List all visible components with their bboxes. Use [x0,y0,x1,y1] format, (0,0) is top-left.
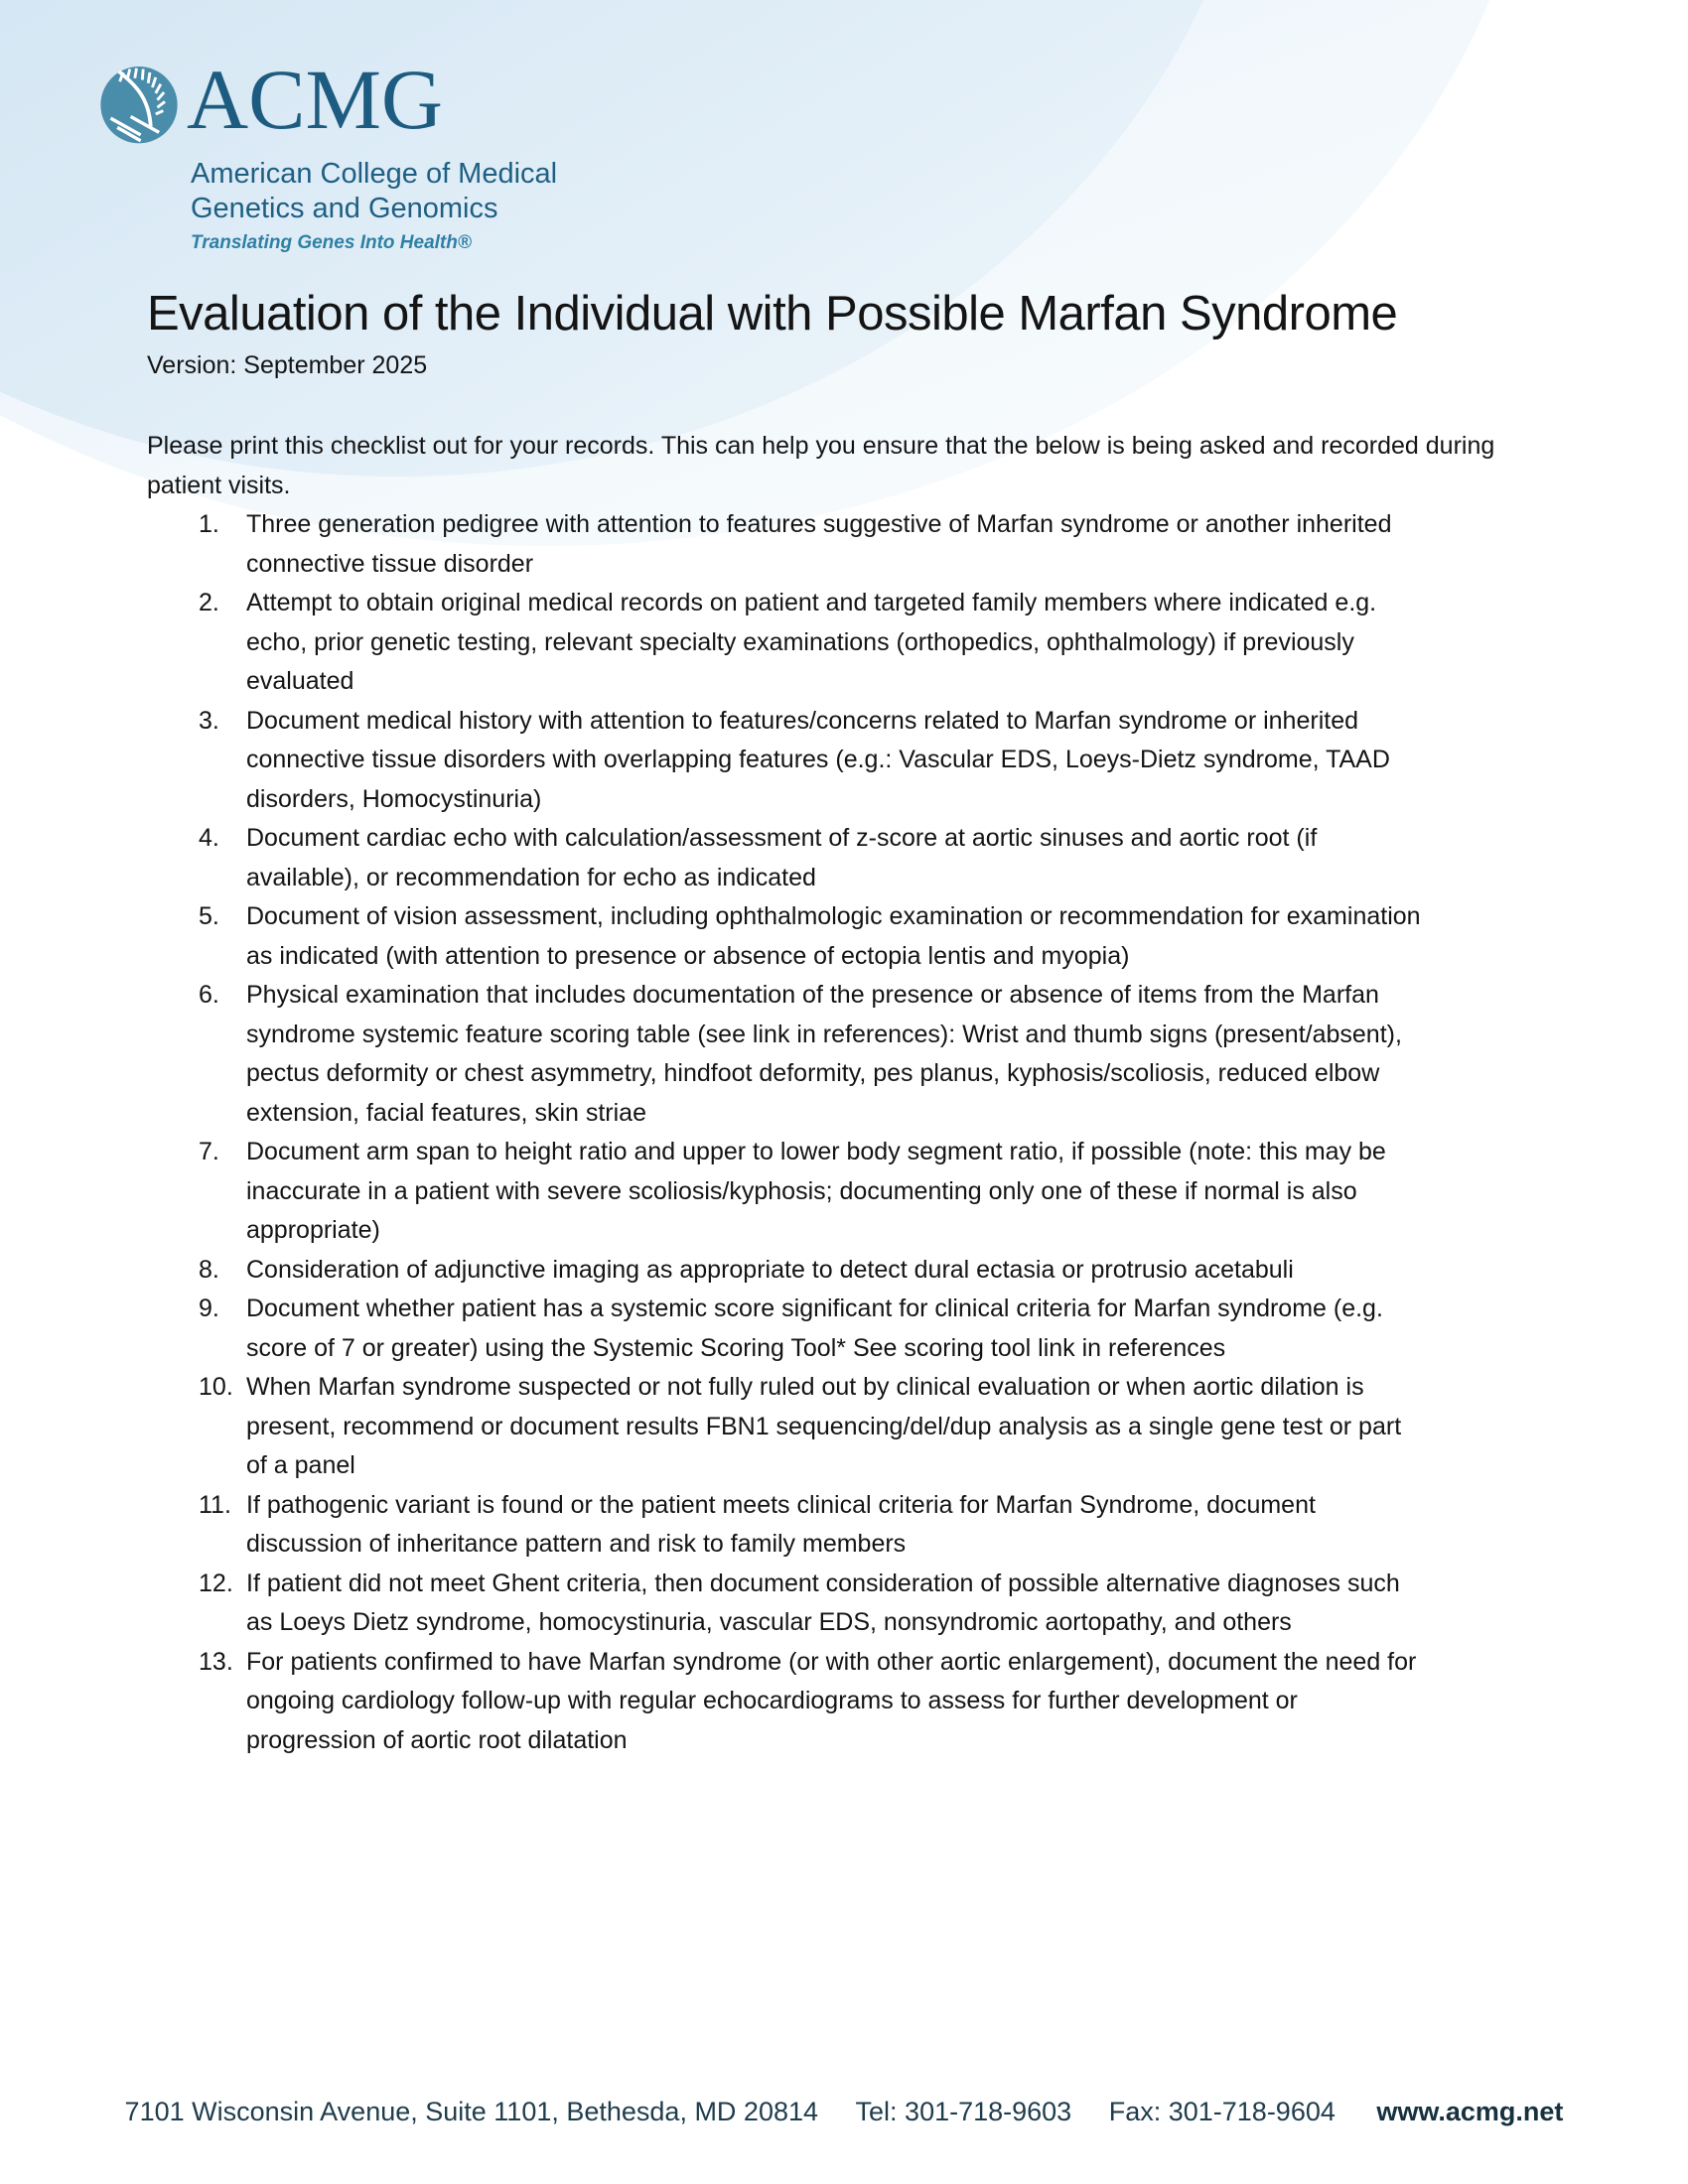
intro-text: Please print this checklist out for your records. This can help you ensure that the below is being asked and recorded during patient visits. [147,432,1495,499]
page-title: Evaluation of the Individual with Possible Marfan Syndrome [147,287,1398,341]
checklist-item: Attempt to obtain original medical records on patient and targeted family members where indicated e.g. echo, prior genetic testing, relevant specialty examinations (orthopedics, ophthalmology) if previously evaluated [246,589,1377,695]
logo-org-line2: Genetics and Genomics [191,193,498,224]
footer-website: www.acmg.net [1376,2097,1564,2126]
footer-address: 7101 Wisconsin Avenue, Suite 1101, Bethesda, MD 20814 [124,2097,819,2126]
logo-org-name [191,157,557,226]
checklist-item: Document of vision assessment, including ophthalmologic examination or recommendation for examination as indicated (with attention to presence or absence of ectopia lentis and myopia) [246,902,1421,970]
footer [0,2095,1688,2128]
checklist-item: Three generation pedigree with attention to features suggestive of Marfan syndrome or another inherited connective tissue disorder [246,510,1392,578]
dna-globe-icon [97,60,181,147]
footer-tel: Tel: 301-718-9603 [855,2097,1072,2126]
document-body [147,427,1495,1760]
footer-fax: Fax: 301-718-9604 [1108,2097,1336,2126]
checklist [147,505,1428,1760]
version-label: Version: September 2025 [147,351,428,379]
checklist-item: Document whether patient has a systemic score significant for clinical criteria for Marfan syndrome (e.g. score of 7 or greater) using the Systemic Scoring Tool* See scoring tool link in references [246,1295,1383,1362]
logo-org-line1: American College of Medical [191,158,558,190]
logo-tagline: Translating Genes Into Health® [191,232,472,253]
checklist-item: When Marfan syndrome suspected or not fully ruled out by clinical evaluation or when aortic dilation is present, recommend or document results FBN1 sequencing/del/dup analysis as a single gene test or part of a panel [246,1373,1402,1479]
checklist-item: Document medical history with attention to features/concerns related to Marfan syndrome or inherited connective tissue disorders with overlapping features (e.g.: Vascular EDS, Loeys-Dietz syndrome, TAAD disorders, Homocystinuria) [246,706,1390,813]
checklist-item: Document arm span to height ratio and upper to lower body segment ratio, if possible (note: this may be inaccurate in a patient with severe scoliosis/kyphosis; documenting only one of these if normal is also appropriate) [246,1138,1386,1244]
checklist-item: If patient did not meet Ghent criteria, then document consideration of possible alternative diagnoses such as Loeys Dietz syndrome, homocystinuria, vascular EDS, nonsyndromic aortopathy, and others [246,1569,1400,1636]
checklist-item: Document cardiac echo with calculation/assessment of z-score at aortic sinuses and aortic root (if available), or recommendation for echo as indicated [246,824,1318,891]
checklist-item: Consideration of adjunctive imaging as appropriate to detect dural ectasia or protrusio acetabuli [246,1255,1294,1284]
checklist-item: For patients confirmed to have Marfan syndrome (or with other aortic enlargement), document the need for ongoing cardiology follow-up with regular echocardiograms to assess for further development or progression of aortic root dilatation [246,1647,1417,1754]
logo-acronym: ACMG [187,52,444,147]
checklist-item: Physical examination that includes documentation of the presence or absence of items from the Marfan syndrome systemic feature scoring table (see link in references): Wrist and thumb signs (present/absent), pectus deformity or chest asymmetry, hindfoot deformity, pes planus, kyphosis/scoliosis, reduced elbow extension, facial features, skin striae [246,981,1402,1127]
checklist-item: If pathogenic variant is found or the patient meets clinical criteria for Marfan Syndrome, document discussion of inheritance pattern and risk to family members [246,1490,1316,1558]
